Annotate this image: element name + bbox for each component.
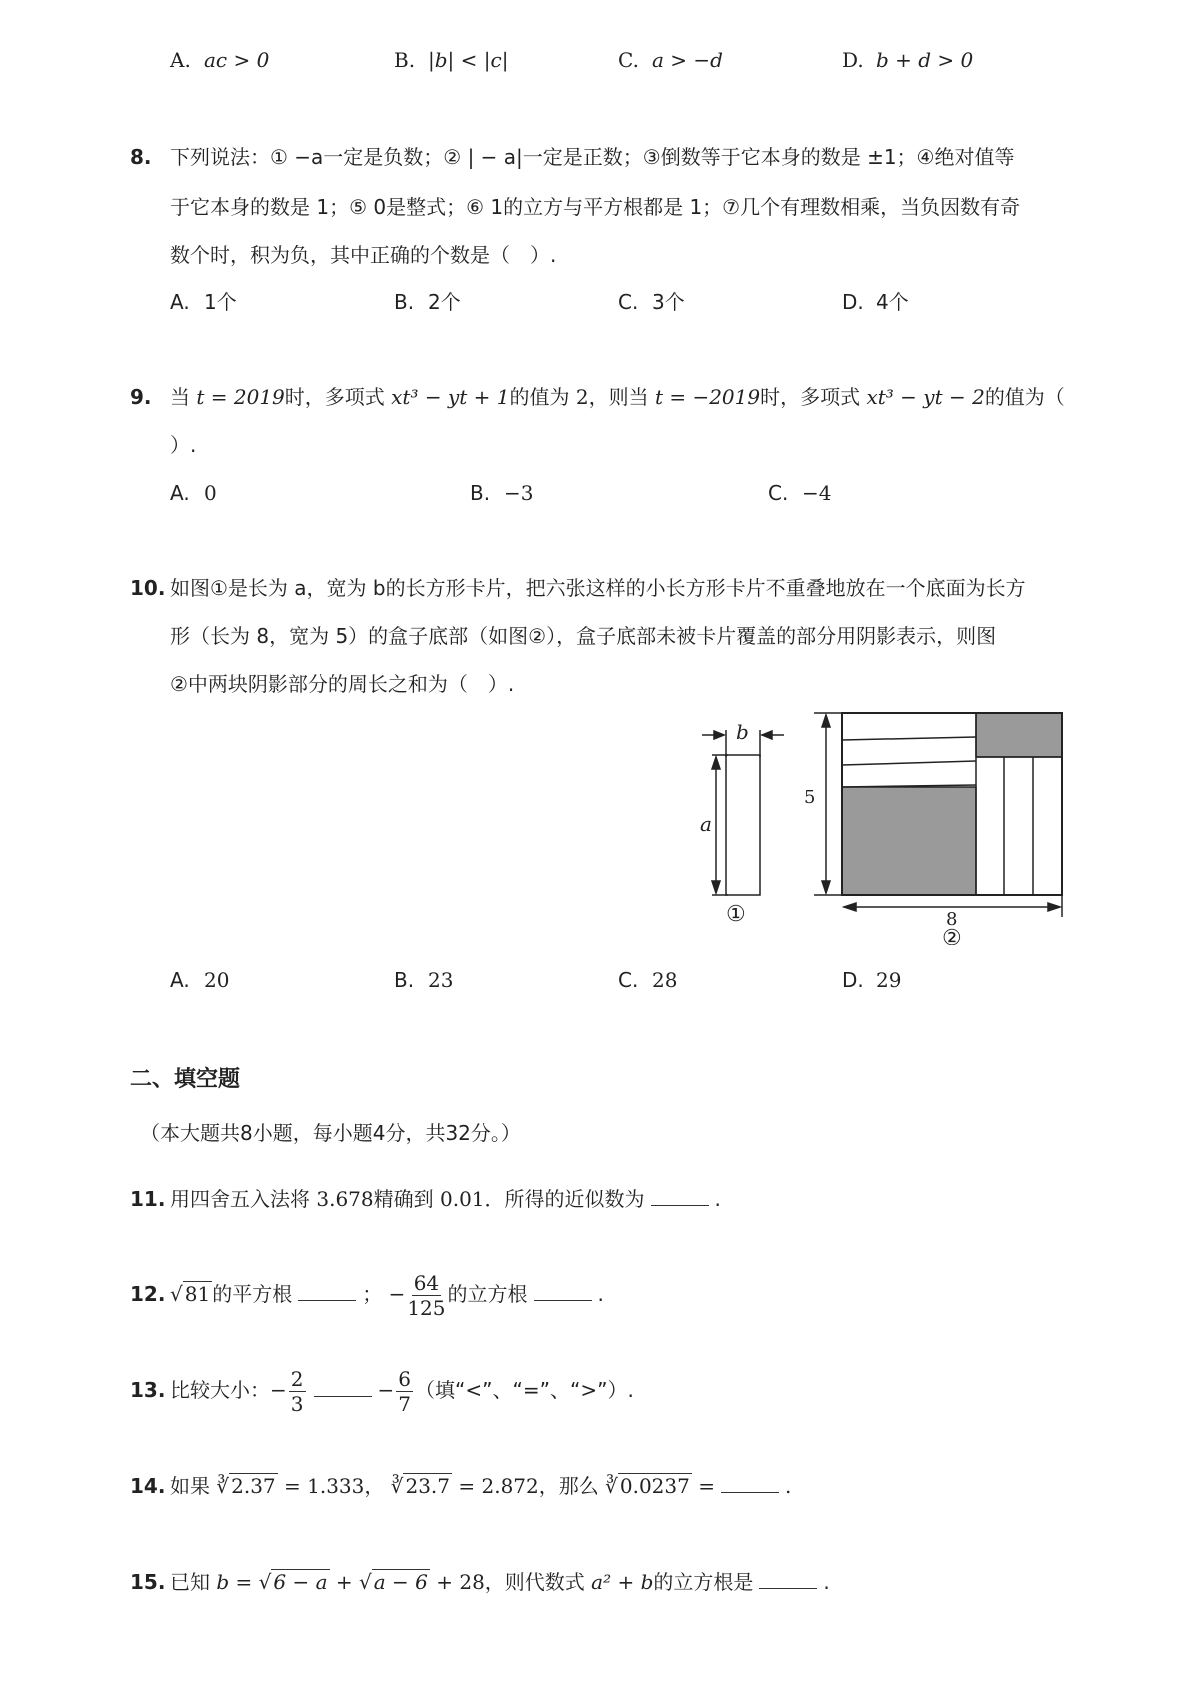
q8-line2: 于它本身的数是 1；⑤ 0是整式；⑥ 1的立方与平方根都是 1；⑦几个有理数相乘，当负因数有奇: [170, 195, 1021, 219]
q7-option-b: B. |b| < |c|: [394, 48, 509, 72]
q13-line: 比较大小：− $\frac{2}{3}$ − $\frac{6}{7}$ （填“<”、“=”、“>”）.: [170, 1367, 634, 1416]
section-title: 二、填空题: [130, 1067, 241, 1092]
q7-option-c: C. a > −d: [618, 48, 723, 72]
q9-option-c: C. −4: [768, 481, 832, 505]
q7-option-d: D. b + d > 0: [842, 48, 974, 72]
q10-line1: 如图①是长为 a，宽为 b的长方形卡片，把六张这样的小长方形卡片不重叠地放在一个底面为长方: [170, 576, 1026, 600]
q10-line3: ②中两块阴影部分的周长之和为（ ）.: [170, 672, 515, 696]
q15-line: 已知 b = √ 6 − a + √ a − 6 + 28，则代数式 a² + b的立方根是 .: [170, 1570, 830, 1594]
q7-option-a: A. ac > 0: [170, 48, 270, 72]
fig1-caption: ①: [726, 902, 746, 927]
q8-line1: 下列说法：① −a一定是负数；② | − a|一定是正数；③倒数等于它本身的数是 ±1；④绝对值等: [170, 145, 1015, 169]
q9-line1: 当 t = 2019时，多项式 xt³ − yt + 1的值为 2，则当 t = −2019时，多项式 xt³ − yt − 2的值为（: [170, 385, 1065, 409]
q11-answer-blank[interactable]: [651, 1187, 709, 1206]
q15-answer-blank[interactable]: [759, 1570, 817, 1589]
q11-line: 用四舍五入法将 3.678精确到 0.01．所得的近似数为 .: [170, 1187, 721, 1211]
q10-option-a: A. 20: [170, 968, 230, 992]
q8-option-b: B. 2个: [394, 290, 461, 314]
q10-figure: [690, 705, 1070, 945]
q10-option-d: D. 29: [842, 968, 902, 992]
figure-1-card: [702, 730, 784, 895]
q12-number: 12.: [130, 1282, 166, 1306]
q9-line2: ）.: [170, 433, 197, 457]
q8-number: 8.: [130, 145, 152, 169]
q10-line2: 形（长为 8，宽为 5）的盒子底部（如图②），盒子底部未被卡片覆盖的部分用阴影表示，则图: [170, 624, 997, 648]
section-note: （本大题共8小题，每小题4分，共32分。）: [140, 1121, 521, 1145]
q10-number: 10.: [130, 576, 166, 600]
q14-answer-blank[interactable]: [721, 1474, 779, 1493]
q10-option-b: B. 23: [394, 968, 454, 992]
q8-option-c: C. 3个: [618, 290, 685, 314]
q12-answer-blank-2[interactable]: [534, 1282, 592, 1301]
q8-line3: 数个时，积为负，其中正确的个数是（ ）.: [170, 243, 557, 267]
fig2-caption: ②: [942, 926, 962, 945]
q12-line: √ 81 的平方根 ； − $\frac{64}{125}$ 的立方根 .: [170, 1271, 604, 1320]
q9-number: 9.: [130, 385, 152, 409]
figure-2-box: [814, 713, 1062, 917]
q8-option-d: D. 4个: [842, 290, 909, 314]
fig1-b-label: b: [736, 720, 749, 744]
q11-number: 11.: [130, 1187, 166, 1211]
q13-number: 13.: [130, 1378, 166, 1402]
fig2-eight-label: 8: [946, 909, 958, 930]
q12-answer-blank-1[interactable]: [298, 1282, 356, 1301]
q15-number: 15.: [130, 1570, 166, 1594]
q14-line: 如果 ∛ 2.37 = 1.333， ∛ 23.7 = 2.872，那么 ∛ 0.0237 = .: [170, 1474, 792, 1498]
fig2-five-label: 5: [804, 787, 816, 808]
q14-number: 14.: [130, 1474, 166, 1498]
fig1-a-label: a: [700, 812, 712, 836]
q9-option-b: B. −3: [470, 481, 534, 505]
q9-option-a: A. 0: [170, 481, 217, 505]
q10-option-c: C. 28: [618, 968, 678, 992]
q8-option-a: A. 1个: [170, 290, 237, 314]
q13-answer-blank[interactable]: [314, 1378, 372, 1397]
